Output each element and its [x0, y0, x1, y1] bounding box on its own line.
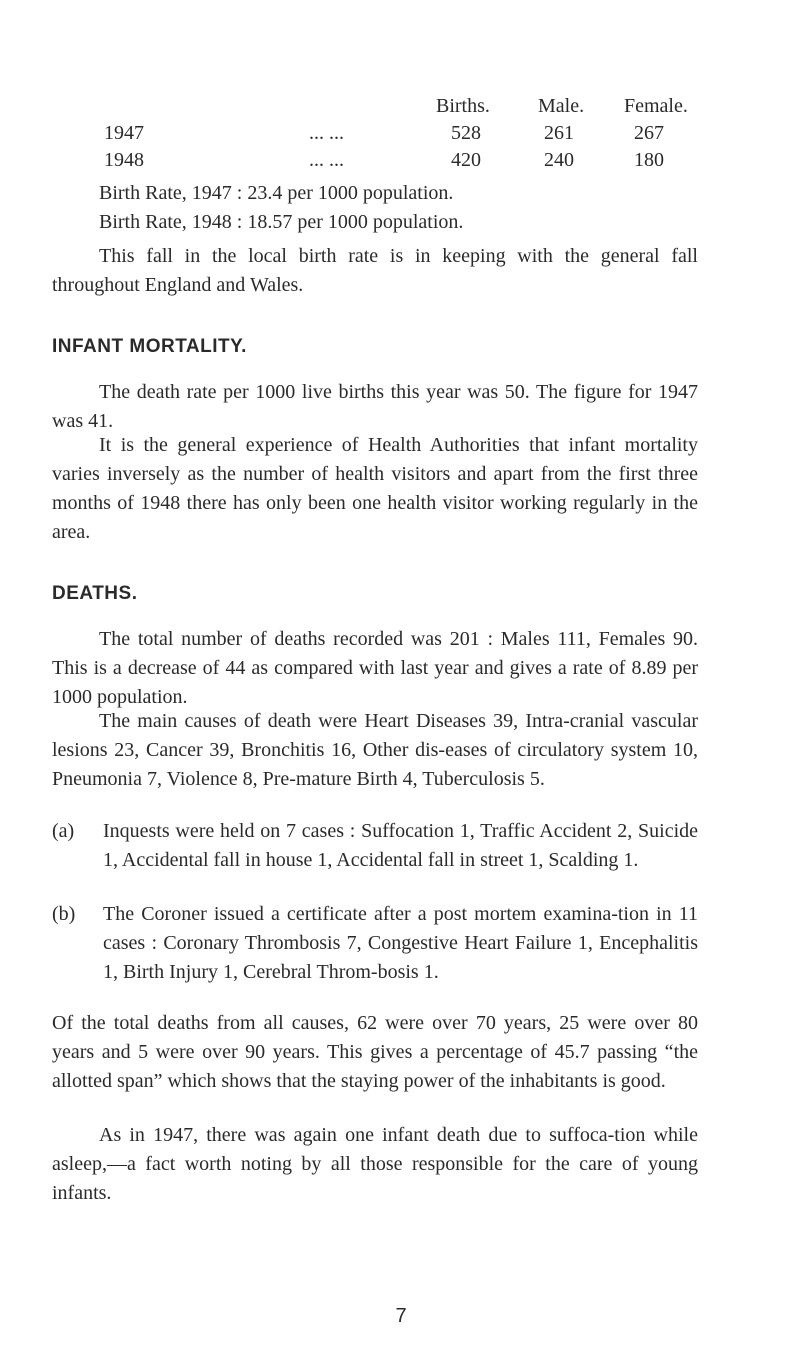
- item-label: (b): [52, 903, 76, 925]
- row-male-1947: 261: [544, 122, 574, 144]
- paragraph-total-deaths-recorded: The total number of deaths recorded was 201 : Males 111, Females 90. This is a decrease of 44 as compared with last year and gives a rate of 8.89 per 1000 population.: [52, 628, 698, 708]
- header-births: Births.: [436, 95, 490, 117]
- paragraph-ages-at-death: Of the total deaths from all causes, 62 were over 70 years, 25 were over 80 years and 5 were over 90 years. This gives a percentage of 45.7 passing “the allotted span” which shows that the staying power of the inhabitants is good.: [52, 1012, 698, 1092]
- row-dots: ... ...: [309, 122, 344, 144]
- row-female-1947: 267: [634, 122, 664, 144]
- row-year-1947: 1947: [104, 122, 144, 144]
- item-label: (a): [52, 820, 75, 842]
- paragraph-infant-suffocation: As in 1947, there was again one infant death due to suffoca-tion while asleep,—a fact worth noting by all those responsible for the care of young infants.: [52, 1124, 698, 1204]
- list-item-coroner: [52, 900, 698, 987]
- list-item-inquests: [52, 817, 698, 875]
- birth-rate-1948: Birth Rate, 1948 : 18.57 per 1000 population.: [99, 211, 464, 233]
- paragraph-infant-death-rate: The death rate per 1000 live births this year was 50. The figure for 1947 was 41.: [52, 381, 698, 432]
- page-number: 7: [395, 1305, 407, 1327]
- row-male-1948: 240: [544, 149, 574, 171]
- row-births-1947: 528: [451, 122, 481, 144]
- row-dots: ... ...: [309, 149, 344, 171]
- item-text: The Coroner issued a certificate after a post mortem examina-tion in 11 cases : Coronary Thrombosis 7, Congestive Heart Failure 1, Encephalitis 1, Birth Injury 1, Cerebral Throm-bosis 1.: [103, 903, 698, 983]
- row-year-1948: 1948: [104, 149, 144, 171]
- row-female-1948: 180: [634, 149, 664, 171]
- birth-rate-1947: Birth Rate, 1947 : 23.4 per 1000 population.: [99, 182, 454, 204]
- header-female: Female.: [624, 95, 688, 117]
- heading-deaths: DEATHS.: [52, 583, 138, 604]
- paragraph-main-causes: The main causes of death were Heart Diseases 39, Intra-cranial vascular lesions 23, Cancer 39, Bronchitis 16, Other dis-eases of circulatory system 10, Pneumonia 7, Violence 8, Pre-mature Birth 4, Tuberculosis 5.: [52, 710, 698, 790]
- heading-infant-mortality: INFANT MORTALITY.: [52, 336, 247, 357]
- header-male: Male.: [538, 95, 585, 117]
- paragraph-health-visitors: It is the general experience of Health Authorities that infant mortality varies inversely as the number of health visitors and apart from the first three months of 1948 there has only been one health visitor working regularly in the area.: [52, 434, 698, 543]
- item-text: Inquests were held on 7 cases : Suffocation 1, Traffic Accident 2, Suicide 1, Accidental fall in house 1, Accidental fall in street 1, Scalding 1.: [103, 820, 698, 871]
- paragraph-birth-fall: This fall in the local birth rate is in keeping with the general fall throughout England and Wales.: [52, 245, 698, 296]
- row-births-1948: 420: [451, 149, 481, 171]
